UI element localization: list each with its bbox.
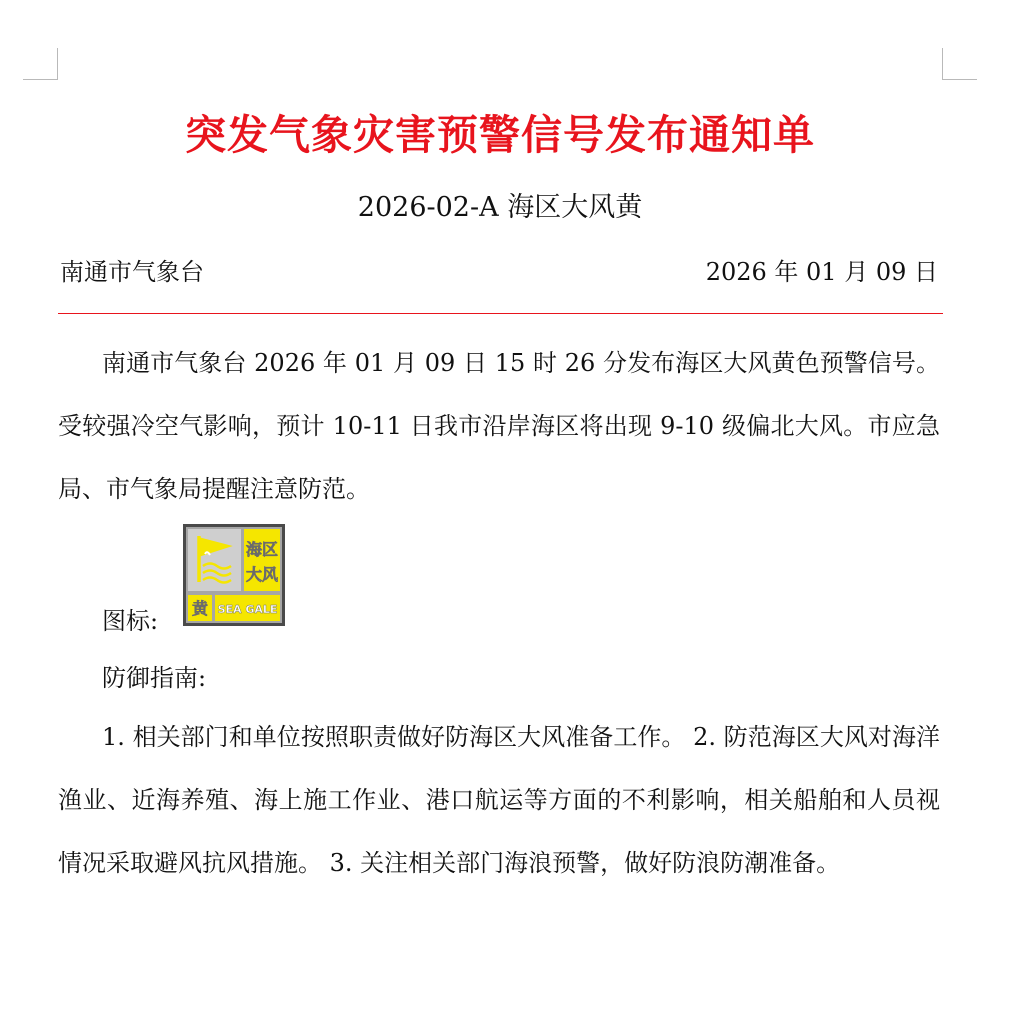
icon-label: 图标: xyxy=(102,607,159,635)
guide-label: 防御指南: xyxy=(102,664,207,692)
page-corner-mark-top-left xyxy=(23,79,58,80)
icon-text-middle: 大风 xyxy=(245,565,279,584)
sea-gale-yellow-warning-icon xyxy=(183,524,285,626)
signal-code: 2026-02-A 海区大风黄 xyxy=(357,192,643,223)
page-corner-mark-top-right xyxy=(942,48,943,80)
issue-date: 2026 年 01 月 09 日 xyxy=(705,258,938,286)
body-paragraph: 南通市气象台 2026 年 01 月 09 日 15 时 26 分发布海区大风黄色预警信号。受较强冷空气影响，预计 10-11 日我市沿岸海区将出现 9-10 级偏北大风。市应急局、市气象局提醒注意防范。 xyxy=(58,349,940,503)
icon-level-text: 黄 xyxy=(191,599,209,618)
guide-paragraph: 1. 相关部门和单位按照职责做好防海区大风准备工作。 2. 防范海区大风对海洋渔业、近海养殖、海上施工作业、港口航运等方面的不利影响，相关船舶和人员视情况采取避风抗风措施。 3. 关注相关部门海浪预警，做好防浪防潮准备。 xyxy=(58,723,940,877)
header-divider xyxy=(58,313,943,314)
page-corner-mark-top-right xyxy=(942,79,977,80)
document-title: 突发气象灾害预警信号发布通知单 xyxy=(185,111,815,159)
icon-english-text: SEA GALE xyxy=(217,603,278,616)
icon-left-panel xyxy=(188,529,241,591)
issuer-name: 南通市气象台 xyxy=(60,258,204,286)
icon-text-top: 海区 xyxy=(245,540,279,559)
page-corner-mark-top-left xyxy=(57,48,58,80)
